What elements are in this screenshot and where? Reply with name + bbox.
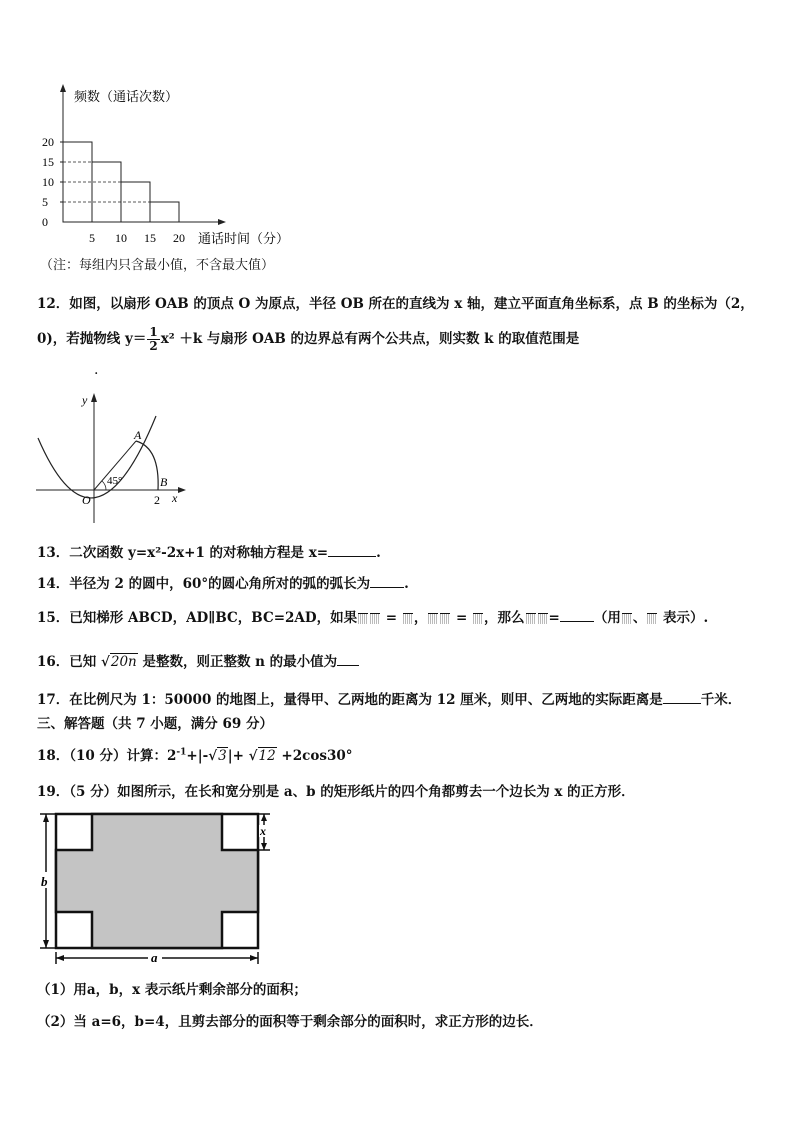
q12-line1: 12．如图，以扇形 OAB 的顶点 O 为原点，半径 OB 所在的直线为 x 轴，建立平面直角坐标系，点 B 的坐标为（2， (37, 296, 754, 312)
q19-part1: （1）用a，b，x 表示纸片剩余部分的面积； (37, 982, 307, 998)
fig-b-label: B (160, 475, 168, 489)
dim-x: x (260, 824, 266, 838)
x-axis-label: 通话时间（分） (198, 231, 290, 246)
x-tick-label: 20 (173, 231, 185, 245)
section-3-heading: 三、解答题（共 7 小题，满分 69 分） (37, 716, 273, 732)
q15: 15．已知梯形 ABCD，AD∥BC，BC=2AD，如果 = ， = ，那么 = （用 、 表示）. (37, 610, 709, 626)
y-axis-label: 频数（通话次数） (74, 89, 179, 104)
q12-line2: 0)，若抛物线 y＝ $\frac{1}{2}$ x² ＋k 与扇形 OAB 的边界总有两个公共点，则实数 k 的取值范围是 (37, 325, 580, 353)
q12-blank-dot: . (94, 362, 99, 378)
y-axis-arrow (60, 84, 66, 92)
histogram-chart (30, 80, 310, 275)
fig-y-label: y (82, 393, 88, 407)
fraction: $\frac{1}{2}$ (149, 325, 158, 353)
dim-b: b (41, 874, 48, 889)
fig-a-label: A (134, 428, 142, 442)
fig-o-label: O (82, 493, 91, 507)
q14: 14．半径为 2 的圆中，60°的圆心角所对的弧的弧长为 . (37, 576, 409, 592)
q18: 18．（10 分）计算：$2^{-1}+|-√3|+ √12 +2\cos 30^\circ$ (37, 747, 353, 764)
histogram-bar (150, 202, 179, 222)
q19-rectangle-figure (36, 808, 276, 968)
x-tick-label: 5 (89, 231, 95, 245)
x-tick-label: 15 (144, 231, 156, 245)
fig-x-label: x (172, 491, 178, 505)
q19-title: 19．（5 分）如图所示，在长和宽分别是 a、b 的矩形纸片的四个角都剪去一个边长为 x 的正方形． (37, 784, 635, 800)
histogram-bar (63, 142, 92, 222)
y-tick-label: 0 (42, 215, 48, 229)
q19-part2: （2）当 a=6，b=4，且剪去部分的面积等于剩余部分的面积时，求正方形的边长． (37, 1014, 543, 1030)
fig-angle-label: 45° (107, 475, 123, 487)
y-tick-label: 15 (42, 155, 54, 169)
q12-figure (36, 388, 196, 528)
chart-note: （注：每组内只含最小值，不含最大值） (40, 258, 275, 273)
y-tick-label: 10 (42, 175, 54, 189)
q13: 13．二次函数 y=x²-2x+1 的对称轴方程是 x= . (37, 545, 381, 561)
q17: 17．在比例尺为 1：50000 的地图上，量得甲、乙两地的距离为 12 厘米，则甲、乙两地的实际距离是 千米． (37, 692, 742, 708)
fig-2-label: 2 (154, 493, 160, 507)
q16: 16．已知 √20n 是整数，则正整数 n 的最小值为 (37, 650, 359, 670)
y-tick-label: 20 (42, 135, 54, 149)
y-tick-label: 5 (42, 195, 48, 209)
x-axis-arrow (218, 219, 226, 225)
x-tick-label: 10 (115, 231, 127, 245)
dim-a: a (151, 950, 158, 965)
histogram-bar (92, 162, 121, 222)
